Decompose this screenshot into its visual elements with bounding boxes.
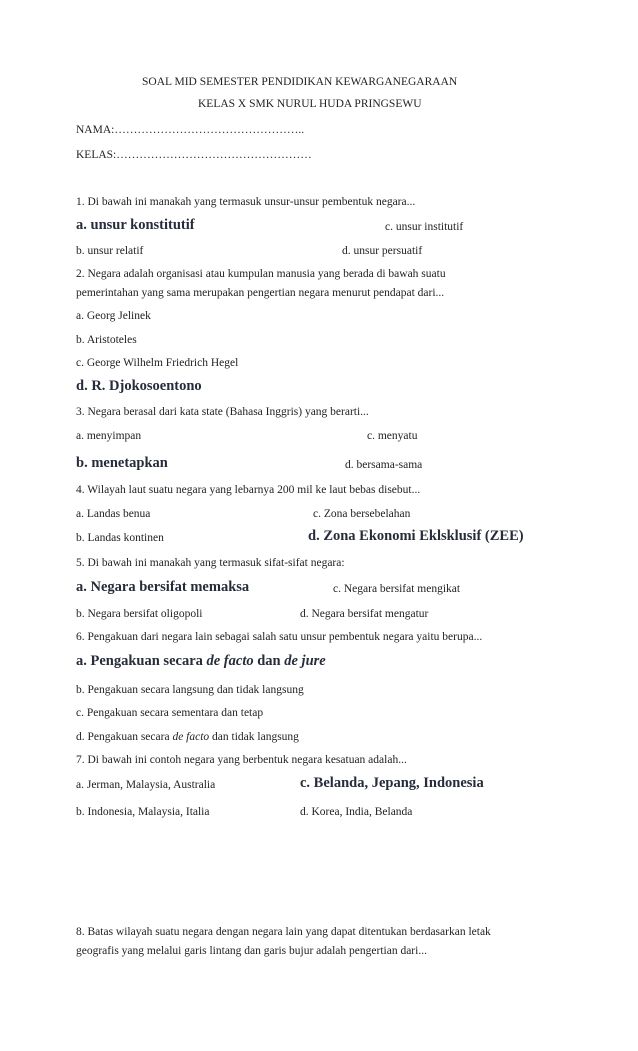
nama-field: NAMA:…………………………………………..: [76, 124, 305, 136]
q7-option-b: b. Indonesia, Malaysia, Italia: [76, 806, 210, 818]
q2-option-a: a. Georg Jelinek: [76, 310, 151, 322]
q4-option-c: c. Zona bersebelahan: [313, 508, 411, 520]
question-2-line1: 2. Negara adalah organisasi atau kumpulan manusia yang berada di bawah suatu: [76, 268, 446, 280]
q3-option-d: d. bersama-sama: [345, 459, 423, 471]
q7-option-d: d. Korea, India, Belanda: [300, 806, 413, 818]
q7-option-c: c. Belanda, Jepang, Indonesia: [300, 775, 484, 791]
q2-option-c: c. George Wilhelm Friedrich Hegel: [76, 357, 239, 369]
q4-option-a: a. Landas benua: [76, 508, 151, 520]
kelas-field: KELAS:……………………………………………: [76, 149, 312, 161]
q4-option-d: d. Zona Ekonomi Eklsklusif (ZEE): [308, 528, 524, 544]
question-6: 6. Pengakuan dari negara lain sebagai salah satu unsur pembentuk negara yaitu berupa...: [76, 631, 483, 643]
question-5: 5. Di bawah ini manakah yang termasuk sifat-sifat negara:: [76, 557, 345, 569]
q6-option-d: [76, 731, 299, 743]
question-4: 4. Wilayah laut suatu negara yang lebarnya 200 mil ke laut bebas disebut...: [76, 484, 421, 496]
q1-option-d: d. unsur persuatif: [342, 245, 423, 257]
q6-a-italic2: de jure: [284, 653, 326, 669]
q6-option-c: c. Pengakuan secara sementara dan tetap: [76, 707, 264, 719]
q6-a-text2: dan: [253, 653, 285, 669]
q6-a-text: a. Pengakuan secara: [76, 653, 207, 669]
doc-title: SOAL MID SEMESTER PENDIDIKAN KEWARGANEGARAAN: [142, 76, 458, 88]
q5-option-a: a. Negara bersifat memaksa: [76, 579, 250, 595]
q3-option-a: a. menyimpan: [76, 430, 142, 442]
question-8-line2: geografis yang melalui garis lintang dan garis bujur adalah pengertian dari...: [76, 945, 427, 957]
q2-option-b: b. Aristoteles: [76, 334, 137, 346]
q3-option-c: c. menyatu: [367, 430, 418, 442]
q1-option-b: b. unsur relatif: [76, 245, 144, 257]
q1-option-a: a. unsur konstitutif: [76, 217, 195, 233]
q1-option-c: c. unsur institutif: [385, 221, 464, 233]
q7-option-a: a. Jerman, Malaysia, Australia: [76, 779, 216, 791]
q6-a-italic: de facto: [206, 653, 254, 669]
q3-option-b: b. menetapkan: [76, 455, 168, 471]
q6-d-text2: dan tidak langsung: [209, 731, 299, 743]
question-3: 3. Negara berasal dari kata state (Bahasa Inggris) yang berarti...: [76, 406, 369, 418]
question-8-line1: 8. Batas wilayah suatu negara dengan negara lain yang dapat ditentukan berdasarkan letak: [76, 926, 491, 938]
q4-option-b: b. Landas kontinen: [76, 532, 164, 544]
q6-d-text: d. Pengakuan secara: [76, 731, 173, 743]
q5-option-d: d. Negara bersifat mengatur: [300, 608, 429, 620]
q6-option-b: b. Pengakuan secara langsung dan tidak langsung: [76, 684, 304, 696]
question-7: 7. Di bawah ini contoh negara yang berbentuk negara kesatuan adalah...: [76, 754, 407, 766]
question-2-line2: pemerintahan yang sama merupakan pengertian negara menurut pendapat dari...: [76, 287, 445, 299]
q2-option-d: d. R. Djokosoentono: [76, 378, 202, 394]
doc-subtitle: KELAS X SMK NURUL HUDA PRINGSEWU: [198, 98, 422, 110]
q5-option-b: b. Negara bersifat oligopoli: [76, 608, 203, 620]
q5-option-c: c. Negara bersifat mengikat: [333, 583, 461, 595]
question-1: 1. Di bawah ini manakah yang termasuk unsur-unsur pembentuk negara...: [76, 196, 416, 208]
q6-d-italic: de facto: [172, 731, 210, 743]
q6-option-a: [76, 653, 326, 670]
